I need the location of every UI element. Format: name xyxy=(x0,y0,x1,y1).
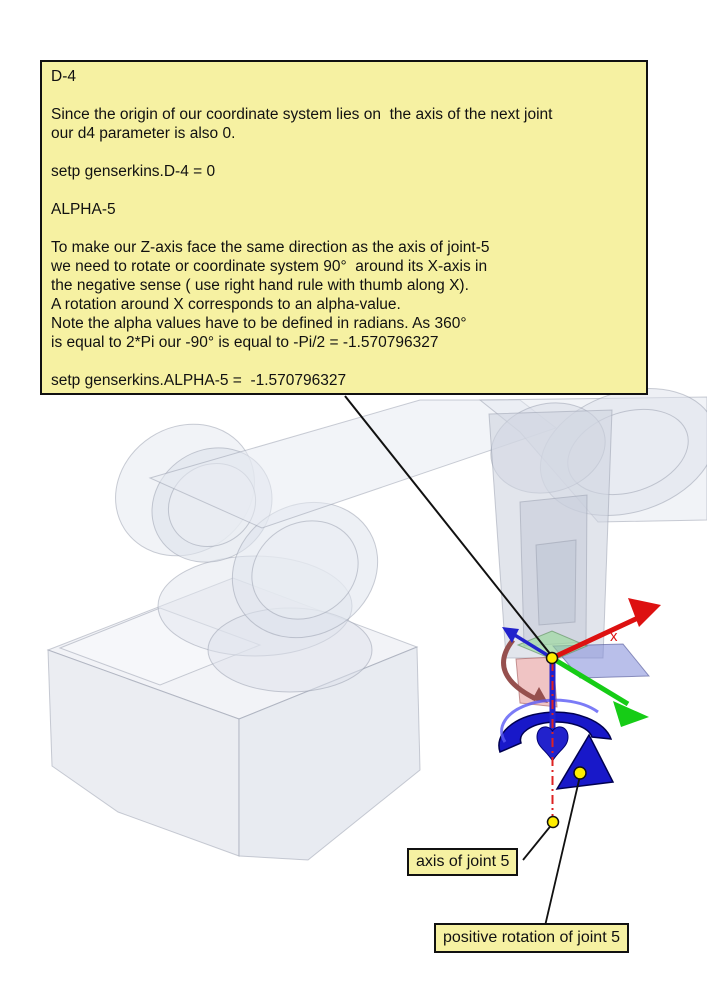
info-text-line xyxy=(51,86,637,105)
axis-marker-dot xyxy=(548,817,559,828)
info-text-line: we need to rotate or coordinate system 90° around its X-axis in xyxy=(51,258,488,275)
info-text-line: setp genserkins.D-4 = 0 xyxy=(51,163,216,180)
info-text-line xyxy=(51,181,637,200)
info-text-line: the negative sense ( use right hand rule with thumb along X). xyxy=(51,277,469,294)
info-text-line xyxy=(51,352,637,371)
info-text-line: Since the origin of our coordinate system lies on the axis of the next joint xyxy=(51,106,553,123)
robot-arm-render xyxy=(48,367,707,860)
info-text-line xyxy=(51,219,637,238)
origin-marker-dot xyxy=(547,653,558,664)
info-text-line: D-4 xyxy=(51,68,76,85)
rotation-marker-dot xyxy=(574,767,586,779)
y-axis-arrowhead xyxy=(613,701,649,727)
info-text-line: setp genserkins.ALPHA-5 = -1.570796327 xyxy=(51,372,347,389)
info-text-line xyxy=(51,143,637,162)
info-text-line: our d4 parameter is also 0. xyxy=(51,125,236,142)
info-text-line: Note the alpha values have to be defined in radians. As 360° xyxy=(51,315,467,332)
robot-wrist-link-frame-inner xyxy=(536,540,576,625)
info-text-line: A rotation around X corresponds to an alpha-value. xyxy=(51,296,401,313)
info-text-line: To make our Z-axis face the same direction as the axis of joint-5 xyxy=(51,239,490,256)
info-text-line: ALPHA-5 xyxy=(51,201,116,218)
positive-rotation-callout: positive rotation of joint 5 xyxy=(434,923,629,953)
rotation-callout-line xyxy=(545,776,580,926)
axis-of-joint-callout: axis of joint 5 xyxy=(407,848,518,876)
x-axis-label: x xyxy=(610,628,618,645)
info-box xyxy=(40,60,648,395)
axis-callout-line xyxy=(523,823,553,860)
info-text-line: is equal to 2*Pi our -90° is equal to -Pi/2 = -1.570796327 xyxy=(51,334,439,351)
